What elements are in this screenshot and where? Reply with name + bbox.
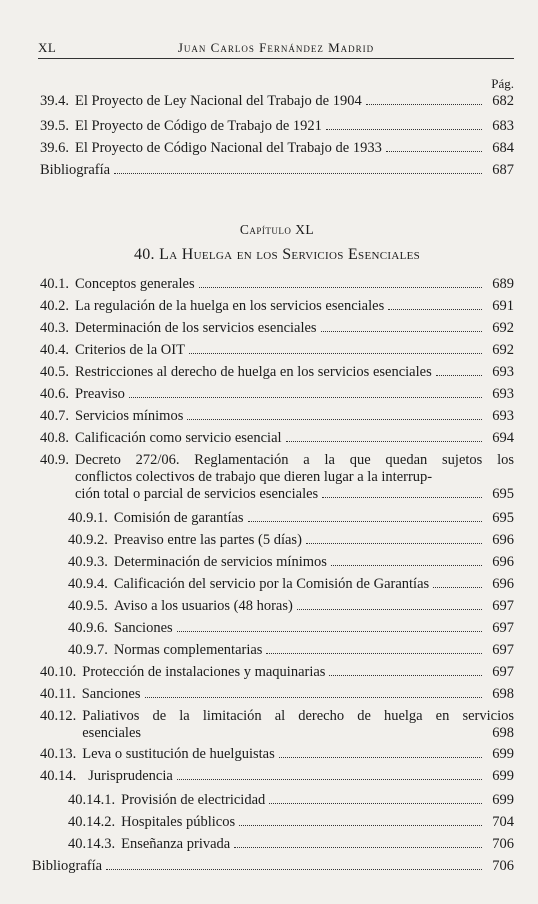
toc-subentry — [68, 814, 514, 831]
entry-title: El Proyecto de Código Nacional del Trabajo de 1933 — [75, 140, 382, 156]
toc-entry — [40, 364, 514, 381]
toc-entry-multiline — [40, 708, 514, 742]
entry-title: Conceptos generales — [75, 276, 195, 292]
toc-entry — [40, 298, 514, 315]
entry-number: 39.4. — [40, 93, 69, 109]
entry-title-line: Decreto 272/06. Reglamentación a la que quedan sujetos los — [75, 452, 514, 468]
entry-title: Comisión de garantías — [113, 510, 244, 526]
toc-entry — [40, 342, 514, 359]
toc-entry — [40, 140, 514, 157]
dot-leader — [199, 287, 482, 288]
toc-entry — [40, 746, 514, 763]
dot-leader — [386, 151, 482, 152]
dot-leader — [436, 375, 482, 376]
dot-leader — [329, 675, 482, 676]
entry-number: 40.7. — [40, 408, 69, 424]
entry-page: 698 — [492, 725, 514, 741]
entry-title: Bibliografía — [32, 858, 103, 874]
entry-number: 40.14. — [40, 768, 77, 784]
entry-title: La regulación de la huelga en los servicios esenciales — [75, 298, 385, 314]
dot-leader — [366, 104, 482, 105]
entry-page: 683 — [492, 118, 514, 134]
entry-page: 692 — [492, 320, 514, 336]
entry-title: Sanciones — [113, 620, 173, 636]
entry-title: El Proyecto de Ley Nacional del Trabajo de 1904 — [75, 93, 362, 109]
entry-number: 40.9.6. — [68, 620, 108, 636]
dot-leader — [279, 757, 482, 758]
toc-subentry — [68, 510, 514, 527]
entry-title: Jurisprudencia — [88, 768, 173, 784]
toc-subentry — [68, 792, 514, 809]
entry-number: 40.9.4. — [68, 576, 108, 592]
toc-entry — [40, 430, 514, 447]
dot-leader — [114, 173, 482, 174]
toc-subentry — [68, 576, 514, 593]
dot-leader — [269, 803, 482, 804]
entry-page: 698 — [492, 686, 514, 702]
entry-title: Hospitales públicos — [121, 814, 236, 830]
entry-title-line: esenciales — [82, 725, 142, 741]
entry-number: 40.14.1. — [68, 792, 116, 808]
entry-number: 39.6. — [40, 140, 69, 156]
entry-number: 40.5. — [40, 364, 69, 380]
page-folio: XL — [38, 40, 57, 55]
entry-page: 687 — [492, 162, 514, 178]
chapter-label: Capítulo XL — [239, 222, 315, 237]
dot-leader — [177, 779, 482, 780]
entry-number: 40.3. — [40, 320, 69, 336]
entry-number: 40.9.7. — [68, 642, 108, 658]
dot-leader — [189, 353, 482, 354]
running-head-author: Juan Carlos Fernández Madrid — [177, 40, 375, 55]
entry-title: Calificación como servicio esencial — [75, 430, 282, 446]
entry-title-line: Paliativos de la limitación al derecho de huelga en servicios — [82, 708, 514, 724]
dot-leader — [331, 565, 482, 566]
entry-page: 695 — [492, 510, 514, 526]
toc-subentry — [68, 642, 514, 659]
page-column-label: Pág. — [491, 76, 514, 91]
entry-page: 696 — [492, 532, 514, 548]
entry-title: Sanciones — [81, 686, 141, 702]
toc-entry — [40, 664, 514, 681]
dot-leader — [187, 419, 482, 420]
entry-page: 693 — [492, 408, 514, 424]
dot-leader — [433, 587, 482, 588]
entry-page: 699 — [492, 768, 514, 784]
entry-title: Leva o sustitución de huelguistas — [82, 746, 275, 762]
entry-number: 40.2. — [40, 298, 69, 314]
entry-title-line: conflictos colectivos de trabajo que dieren lugar a la interrup- — [75, 469, 433, 485]
entry-number: 40.11. — [40, 686, 76, 702]
dot-leader — [286, 441, 482, 442]
toc-subentry — [68, 620, 514, 637]
dot-leader — [106, 869, 482, 870]
entry-title: Aviso a los usuarios (48 horas) — [113, 598, 293, 614]
entry-page: 699 — [492, 746, 514, 762]
toc-subentry — [68, 532, 514, 549]
entry-number: 40.6. — [40, 386, 69, 402]
entry-title: El Proyecto de Código de Trabajo de 1921 — [75, 118, 322, 134]
toc-entry-multiline — [40, 452, 514, 503]
entry-title: Restricciones al derecho de huelga en los servicios esenciales — [75, 364, 432, 380]
entry-page: 691 — [492, 298, 514, 314]
entry-number: 40.1. — [40, 276, 69, 292]
dot-leader — [326, 129, 482, 130]
entry-title: Provisión de electricidad — [121, 792, 266, 808]
toc-entry — [40, 408, 514, 425]
entry-page: 697 — [492, 620, 514, 636]
toc-entry — [40, 118, 514, 135]
toc-subentry — [68, 554, 514, 571]
entry-page: 706 — [492, 836, 514, 852]
toc-entry-bibliography — [32, 858, 514, 875]
toc-subentry — [68, 598, 514, 615]
toc-entry — [40, 93, 514, 110]
entry-title: Calificación del servicio por la Comisión de Garantías — [113, 576, 430, 592]
entry-page: 693 — [492, 386, 514, 402]
entry-title: Normas complementarias — [113, 642, 263, 658]
dot-leader — [322, 497, 482, 498]
entry-number: 40.12. — [40, 708, 77, 724]
table-of-contents — [32, 0, 514, 904]
toc-entry — [40, 768, 514, 785]
toc-entry — [40, 386, 514, 403]
toc-entry — [40, 276, 514, 293]
entry-number: 40.4. — [40, 342, 69, 358]
dot-leader — [145, 697, 482, 698]
entry-page: 697 — [492, 642, 514, 658]
dot-leader — [388, 309, 482, 310]
entry-number: 40.13. — [40, 746, 77, 762]
entry-number: 40.14.2. — [68, 814, 116, 830]
entry-number: 40.10. — [40, 664, 77, 680]
entry-number: 40.9. — [40, 452, 69, 468]
toc-subentry — [68, 836, 514, 853]
chapter-title: 40. La Huelga en los Servicios Esenciales — [133, 246, 421, 263]
dot-leader — [129, 397, 482, 398]
toc-entry — [40, 686, 514, 703]
entry-number: 40.14.3. — [68, 836, 116, 852]
entry-number: 40.9.5. — [68, 598, 108, 614]
entry-page: 706 — [492, 858, 514, 874]
entry-page: 689 — [492, 276, 514, 292]
dot-leader — [321, 331, 482, 332]
entry-number: 40.9.1. — [68, 510, 108, 526]
entry-title: Preaviso — [75, 386, 125, 402]
entry-title: Enseñanza privada — [121, 836, 231, 852]
entry-page: 695 — [492, 486, 514, 502]
entry-title: Determinación de los servicios esenciales — [75, 320, 317, 336]
toc-entry — [40, 320, 514, 337]
entry-page: 684 — [492, 140, 514, 156]
entry-title: Bibliografía — [40, 162, 111, 178]
toc-entry-bibliography — [40, 162, 514, 179]
entry-page: 692 — [492, 342, 514, 358]
dot-leader — [234, 847, 482, 848]
entry-number: 40.8. — [40, 430, 69, 446]
dot-leader — [177, 631, 482, 632]
entry-page: 682 — [492, 93, 514, 109]
entry-number: 40.9.2. — [68, 532, 108, 548]
entry-title: Preaviso entre las partes (5 días) — [113, 532, 302, 548]
entry-title: Criterios de la OIT — [75, 342, 185, 358]
entry-title-line: ción total o parcial de servicios esenciales — [75, 486, 319, 502]
entry-page: 697 — [492, 598, 514, 614]
dot-leader — [248, 521, 482, 522]
entry-page: 697 — [492, 664, 514, 680]
dot-leader — [306, 543, 482, 544]
entry-title: Protección de instalaciones y maquinarias — [82, 664, 326, 680]
entry-title: Servicios mínimos — [75, 408, 184, 424]
entry-page: 696 — [492, 554, 514, 570]
dot-leader — [266, 653, 482, 654]
entry-title: Determinación de servicios mínimos — [113, 554, 327, 570]
entry-page: 693 — [492, 364, 514, 380]
entry-number: 40.9.3. — [68, 554, 108, 570]
entry-page: 694 — [492, 430, 514, 446]
entry-page: 696 — [492, 576, 514, 592]
dot-leader — [297, 609, 482, 610]
entry-page: 704 — [492, 814, 514, 830]
dot-leader — [239, 825, 482, 826]
entry-number: 39.5. — [40, 118, 69, 134]
entry-page: 699 — [492, 792, 514, 808]
